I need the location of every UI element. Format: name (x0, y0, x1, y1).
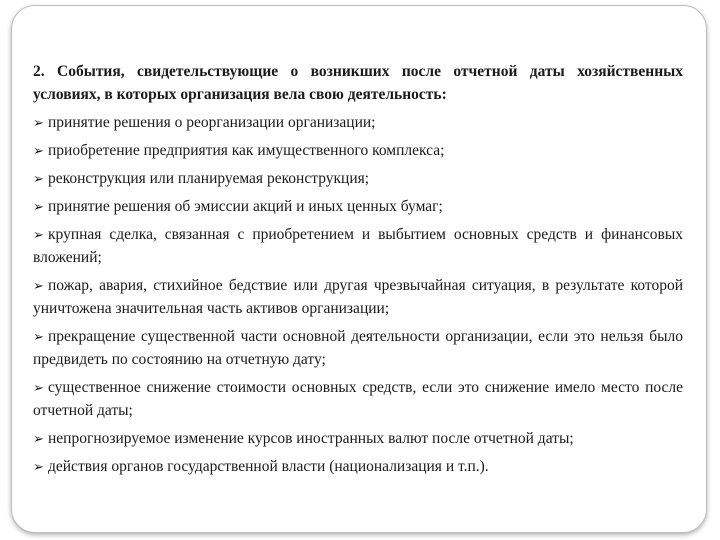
list-item (33, 195, 683, 218)
list-item (33, 139, 683, 162)
arrow-bullet-icon: ➢ (33, 144, 44, 159)
list-item-text: крупная сделка, связанная с приобретением и выбытием основных средств и финансовых вложений; (33, 226, 683, 266)
slide-content (33, 60, 683, 483)
list-item (33, 325, 683, 371)
list-item-text: непрогнозируемое изменение курсов иностранных валют после отчетной даты; (48, 430, 574, 447)
list-item (33, 455, 683, 478)
arrow-bullet-icon: ➢ (33, 279, 44, 294)
arrow-bullet-icon: ➢ (33, 381, 44, 396)
arrow-bullet-icon: ➢ (33, 172, 44, 187)
list-item-text: реконструкция или планируемая реконструкция; (48, 170, 370, 187)
list-item-text: принятие решения об эмиссии акций и иных ценных бумаг; (48, 198, 443, 215)
list-item (33, 427, 683, 450)
arrow-bullet-icon: ➢ (33, 460, 44, 475)
section-heading: 2. События, свидетельствующие о возникших после отчетной даты хозяйственных условиях, в которых организация вела свою деятельность: (33, 63, 683, 103)
list-item (33, 223, 683, 269)
list-item-text: существенное снижение стоимости основных средств, если это снижение имело место после отчетной даты; (33, 379, 683, 419)
list-item (33, 376, 683, 422)
arrow-bullet-icon: ➢ (33, 432, 44, 447)
list-item-text: прекращение существенной части основной деятельности организации, если это нельзя было предвидеть по состоянию на отчетную дату; (33, 328, 683, 368)
list-item (33, 111, 683, 134)
list-item-text: принятие решения о реорганизации организации; (48, 114, 376, 131)
arrow-bullet-icon: ➢ (33, 200, 44, 215)
arrow-bullet-icon: ➢ (33, 330, 44, 345)
list-item-text: пожар, авария, стихийное бедствие или другая чрезвычайная ситуация, в результате которой уничтожена значительная часть активов организации; (33, 277, 683, 317)
list-item-text: приобретение предприятия как имущественного комплекса; (48, 142, 445, 159)
arrow-bullet-icon: ➢ (33, 116, 44, 131)
list-item (33, 274, 683, 320)
list-item-text: действия органов государственной власти (национализация и т.п.). (48, 458, 489, 475)
arrow-bullet-icon: ➢ (33, 228, 44, 243)
list-item (33, 167, 683, 190)
